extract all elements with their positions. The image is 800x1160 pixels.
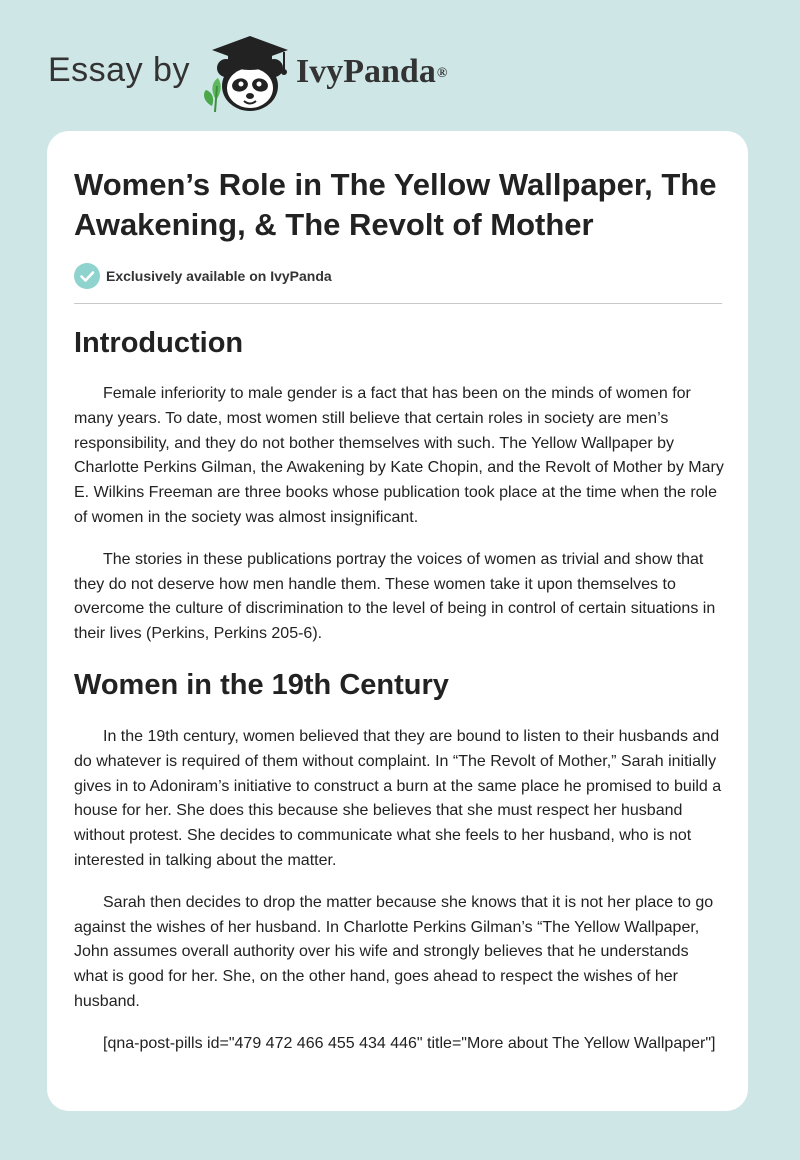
paragraph: Sarah then decides to drop the matter because she knows that it is not her place to go against the wishes of her husband. In Charlotte Perkins Gilman’s “The Yellow Wallpaper, John assumes overall authority over his wife and strongly believes that he understands what is good for her. She, on the other hand, goes ahead to respect the wishes of her husband.: [74, 893, 714, 1010]
section-heading-19th-century: Women in the 19th Century: [74, 668, 449, 701]
paragraph: The stories in these publications portray the voices of women as trivial and show that they do not deserve how men handle them. These women take it upon themselves to overcome the culture of discrimination to the level of being in control of certain situations in their lives (Perkins, Perkins 205-6).: [74, 550, 716, 643]
trademark-symbol: ®: [436, 66, 448, 81]
shortcode-paragraph: [qna-post-pills id="479 472 466 455 434 446" title="More about The Yellow Wallpaper"]: [103, 1034, 716, 1052]
panda-graduate-logo-icon[interactable]: [196, 30, 296, 114]
checkmark-circle-icon: [74, 263, 100, 289]
ivypanda-brand[interactable]: [296, 52, 446, 92]
essay-by-label: Essay by: [48, 51, 190, 89]
title-divider: [74, 303, 722, 304]
essay-card: [47, 131, 748, 1111]
page-title: Women’s Role in The Yellow Wallpaper, The Awakening, & The Revolt of Mother: [74, 167, 717, 242]
brand-name-text: IvyPanda: [296, 53, 436, 90]
section-heading-introduction: Introduction: [74, 327, 244, 359]
paragraph: In the 19th century, women believed that they are bound to listen to their husbands and do whatever is required of them without complaint. In “The Revolt of Mother,” Sarah initially gives in to Adoniram’s initiative to construct a burn at the same place he promised to build a house for her. She does this because she believes that she must respect her husband without protest. She decides to communicate what she feels to her husband, who is not interested in talking about the matter.: [74, 727, 722, 869]
paragraph: Female inferiority to male gender is a fact that has been on the minds of women for many years. To date, most women still believe that certain roles in society are men’s responsibility, and they do not bother themselves with such. The Yellow Wallpaper by Charlotte Perkins Gilman, the Awakening by Kate Chopin, and the Revolt of Mother by Mary E. Wilkins Freeman are three books whose publication took place at the time when the role of women in the society was almost insignificant.: [74, 385, 724, 526]
essay-body: [74, 322, 724, 1074]
site-header: [0, 0, 800, 130]
exclusive-badge: [74, 263, 332, 289]
exclusive-badge-label: Exclusively available on IvyPanda: [106, 268, 332, 284]
